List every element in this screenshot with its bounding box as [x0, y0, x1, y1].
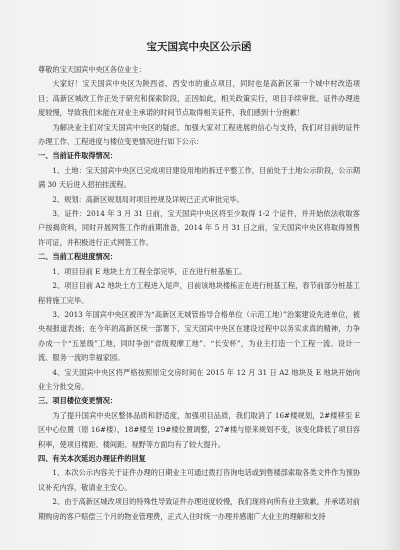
intro-paragraph: 为解决业主们对宝天国宾中央区的疑虑，加强大家对工程进展的信心与支持，我们对目前的证件办理工作、工程进度与楼位变更情况进行如下公示：: [38, 122, 360, 147]
section-item: 3、证件：2014 年 3 月 31 日前，宝天国宾中央区将至少取得 1-2 个证件，并开始依法收取客户按揭资料，同时开展网签工作的前期准备，2014 年 5 月 31 日之前，宝天国宾中央区将取得预售许可证，并积极进行正式网签工作。: [38, 209, 360, 247]
section-progress: [38, 250, 360, 394]
section-item: 3、2013 年国宾中央区被评为“高新区无城管指导合格单位（示范工地）”治案建设先进单位，被央视报道表扬；在今年的高新区统一部署下，宝天国宾中央区在建设过程中以务实求真的精神，力争办成一个“五星级”工地，同时争创“省级观摩工地”、“长安杯”，为业主打造一个工程一流、设计一流、服务一流的幸福家园。: [38, 309, 360, 363]
section-heading: 一、当前证件取得情况：: [38, 151, 118, 161]
section-item: 2、由于高新区城改项目的特殊性导致证件办理进度较慢，我们现将向所有业主致歉，并承诺对前期购房的客户赔偿三个月的物业管理费，正式入住时统一办理并感谢广大业主的理解和支持: [38, 497, 360, 521]
intro-paragraph: 大家好！宝天国宾中央区为陕西省、西安市的重点项目，同时也是高新区第一个城中村改造项目；高新区城改工作正处于研究和探索阶段，正因如此，相关政策实行，项目手续审批、证件办理进度较慢，导致我们未能在对业主承诺的时间节点取得相关证件，我们感到十分抱歉！: [38, 79, 360, 118]
section-heading: 三、项目楼位变更情况：: [38, 396, 118, 406]
section-building-changes: [38, 394, 360, 452]
section-certificates: [38, 149, 360, 250]
salutation: 尊敬的宝天国宾中央区各位业主：: [38, 65, 146, 74]
section-heading: 四、有关本次延迟办理证件的回复: [38, 453, 146, 463]
section-item: 2、项目目前 A2 地块土方工程进入尾声，目前该地块楼栋正在进行桩基工程，春节前部分桩基工程将施工完毕。: [38, 281, 360, 305]
section-heading: 二、当前工程进度情况：: [38, 252, 118, 262]
document-title: 宝天国宾中央区公示函: [146, 41, 252, 53]
section-item: 1、项目目前 E 地块土方工程全部完毕，正在进行桩基施工。: [52, 266, 247, 276]
section-delay-reply: [38, 452, 360, 524]
section-item: 4、宝天国宾中央区将严格按照原定交房时间在 2015 年 12 月 31 日 A2 地块及 E 地块开始向业主分批交房。: [38, 367, 360, 391]
section-item: 2、规划：高新区规划局对项目控规及详规已正式审批完毕。: [52, 194, 244, 204]
section-item: 为了提升国宾中央区整体品质和舒适度，加强项目品质，我们取消了 16#楼规划，2#楼移至 E 区中心位置（原 16#楼），18#楼至 19#楼位置调整，27#楼与原来规划不变，该变化降低了项目容积率，使项目楼距、楼间距、视野等方面均有了较大提升。: [38, 410, 360, 449]
section-item: 1、土地：宝天国宾中央区已完成项目建设用地的拆迁平整工作，目前处于土地公示阶段，公示期满 30 天后进入招拍挂流程。: [38, 165, 360, 190]
section-item: 1、本次公示内容关于证件办理的日期业主可通过拨打咨询电话或到售楼部索取各类文件作为预协议补充内容，敬请业主安心。: [38, 468, 360, 492]
